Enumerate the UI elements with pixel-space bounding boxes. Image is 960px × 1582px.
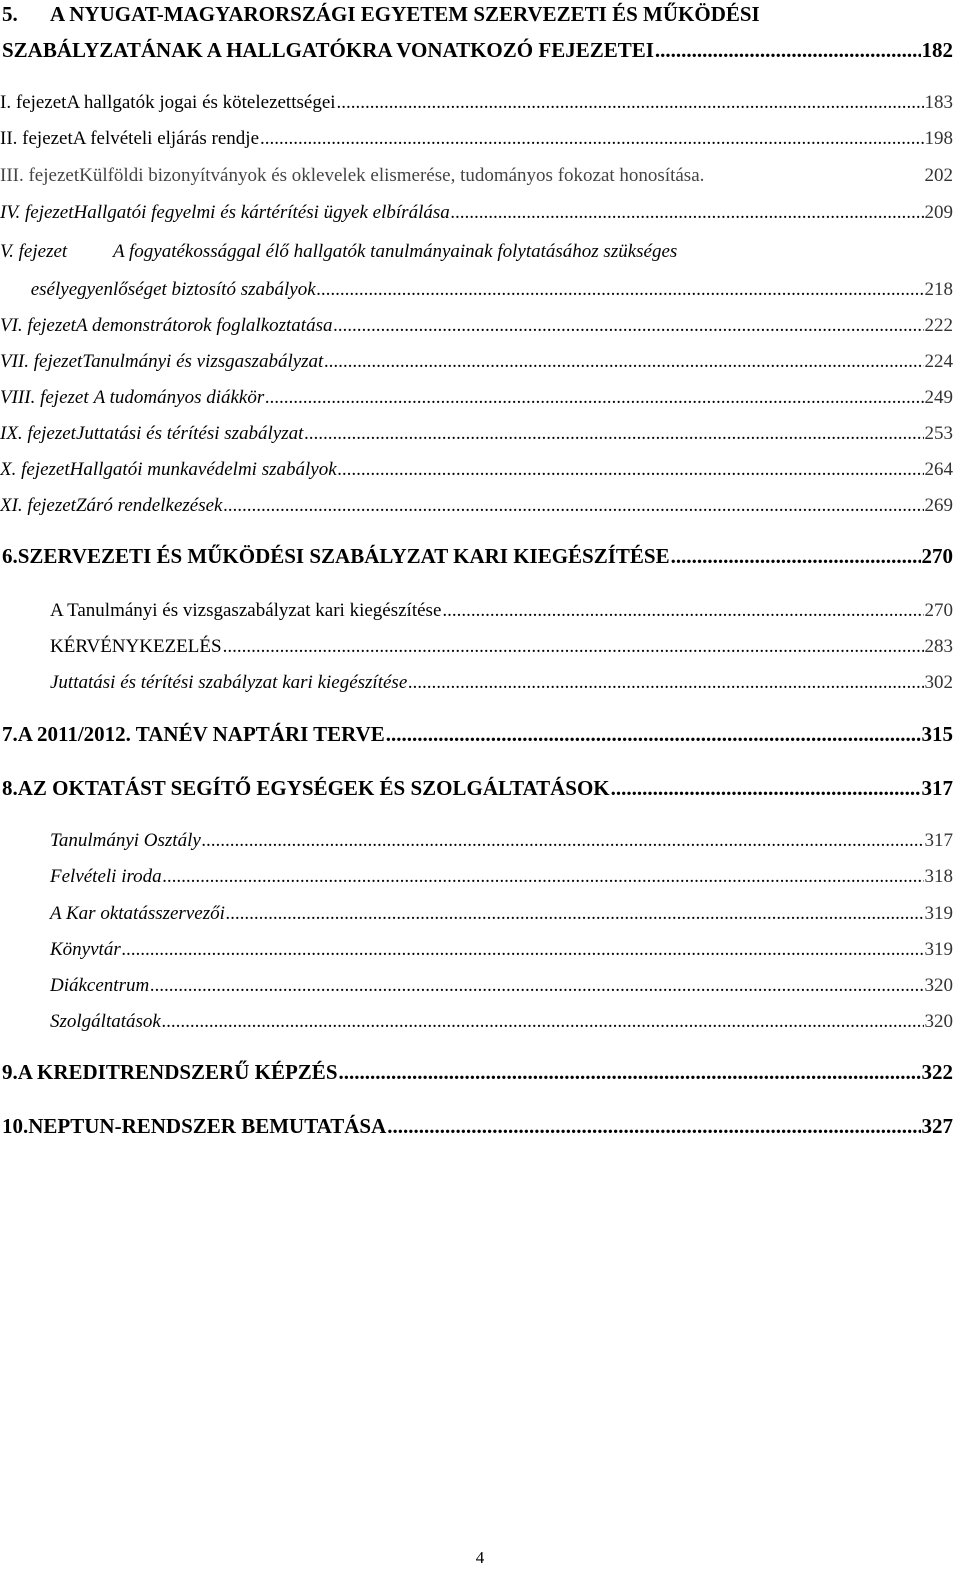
toc-s8-item-1	[0, 830, 953, 852]
toc-s6-item-3	[0, 672, 953, 694]
toc-s8-item-5	[0, 975, 953, 997]
toc-section-9	[0, 1060, 953, 1085]
leader-dots	[162, 1011, 924, 1033]
leader-dots	[655, 38, 921, 63]
toc-section-7	[0, 722, 953, 747]
chapter-label: VIII. fejezet	[0, 387, 89, 408]
chapter-label: IX. fejezet	[0, 423, 76, 444]
chapter-title: A demonstrátorok foglalkoztatása	[75, 315, 333, 336]
section-number: 9.	[2, 1060, 18, 1084]
section-title: A KREDITRENDSZERŰ KÉPZÉS	[17, 1060, 338, 1084]
chapter-title: Hallgatói munkavédelmi szabályok	[69, 459, 337, 480]
leader-dots	[337, 92, 924, 114]
toc-chapter-11	[0, 495, 953, 517]
page-number: 198	[924, 128, 953, 149]
page-number: 302	[924, 672, 953, 693]
page-number: 183	[924, 92, 953, 113]
chapter-title: A hallgatók jogai és kötelezettségei	[66, 92, 336, 113]
section-number: 5.	[2, 2, 18, 26]
leader-dots	[163, 866, 924, 888]
section-number: 6.	[2, 544, 18, 568]
chapter-title: A felvételi eljárás rendje	[72, 128, 259, 149]
leader-dots	[226, 903, 924, 925]
chapter-label: III. fejezet	[0, 165, 80, 186]
page-number: 222	[924, 315, 953, 336]
item-title: Felvételi iroda	[50, 866, 162, 887]
toc-chapter-9	[0, 423, 953, 445]
page-number: 320	[924, 1011, 953, 1032]
toc-section-8	[0, 776, 953, 801]
leader-dots	[333, 315, 923, 337]
toc-s8-item-6	[0, 1011, 953, 1033]
page-number: 224	[924, 351, 953, 372]
leader-dots	[611, 776, 921, 801]
chapter-label: X. fejezet	[0, 459, 70, 480]
section-title-line2: SZABÁLYZATÁNAK A HALLGATÓKRA VONATKOZÓ FEJEZETEI	[2, 38, 654, 62]
chapter-label: IV. fejezet	[0, 202, 74, 223]
item-title: Tanulmányi Osztály	[50, 830, 201, 851]
section-number: 10.	[2, 1114, 29, 1138]
item-title: Juttatási és térítési szabályzat kari kiegészítése	[50, 672, 408, 693]
item-title: Diákcentrum	[50, 975, 150, 996]
section-number: 7.	[2, 722, 18, 746]
section-title: SZERVEZETI ÉS MŰKÖDÉSI SZABÁLYZAT KARI KIEGÉSZÍTÉSE	[17, 544, 670, 568]
chapter-title: Külföldi bizonyítványok és oklevelek elismerése, tudományos fokozat honosítása.	[79, 165, 705, 186]
toc-s8-item-2	[0, 866, 953, 888]
page-number: 320	[924, 975, 953, 996]
page-number: 264	[924, 459, 953, 480]
leader-dots	[122, 939, 924, 961]
leader-dots	[442, 600, 923, 622]
leader-dots	[223, 495, 923, 517]
chapter-label: XI. fejezet	[0, 495, 76, 516]
item-title: A Tanulmányi és vizsgaszabályzat kari kiegészítése	[50, 600, 442, 621]
page-number: 270	[921, 544, 953, 568]
toc-section-5-line2	[0, 38, 953, 63]
page-number: 318	[924, 866, 953, 887]
section-title: AZ OKTATÁST SEGÍTŐ EGYSÉGEK ÉS SZOLGÁLTATÁSOK	[17, 776, 610, 800]
toc-section-5	[0, 2, 953, 27]
toc-section-10	[0, 1114, 953, 1139]
toc-chapter-1	[0, 92, 953, 114]
chapter-label: I. fejezet	[0, 92, 67, 113]
leader-dots	[451, 202, 924, 224]
leader-dots	[304, 423, 923, 445]
page-number: 270	[924, 600, 953, 621]
chapter-title-line2: esélyegyenlőséget biztosító szabályok	[30, 279, 316, 300]
chapter-label: II. fejezet	[0, 128, 73, 149]
toc-chapter-3	[0, 165, 953, 187]
leader-dots	[387, 1114, 920, 1139]
leader-dots	[265, 387, 923, 409]
leader-dots	[223, 636, 924, 658]
toc-chapter-5	[0, 241, 953, 263]
item-title: Szolgáltatások	[50, 1011, 161, 1032]
leader-dots	[408, 672, 923, 694]
toc-chapter-4	[0, 202, 953, 224]
page-number: 209	[924, 202, 953, 223]
chapter-title: A tudományos diákkör	[93, 387, 265, 408]
section-title: A 2011/2012. TANÉV NAPTÁRI TERVE	[17, 722, 385, 746]
toc-chapter-2	[0, 128, 953, 150]
page-number: 317	[924, 830, 953, 851]
item-title: KÉRVÉNYKEZELÉS	[50, 636, 222, 657]
leader-dots	[317, 279, 924, 301]
toc-s6-item-2	[0, 636, 953, 658]
chapter-title: Juttatási és térítési szabályzat	[75, 423, 304, 444]
page-number: 253	[924, 423, 953, 444]
section-title-line1: A NYUGAT-MAGYARORSZÁGI EGYETEM SZERVEZETI ÉS MŰKÖDÉSI	[50, 2, 760, 26]
toc-chapter-5-line2	[0, 279, 953, 301]
leader-dots	[260, 128, 924, 150]
toc-chapter-8	[0, 387, 953, 409]
section-number: 8.	[2, 776, 18, 800]
page-number: 319	[924, 939, 953, 960]
chapter-title: A fogyatékossággal élő hallgatók tanulmányainak folytatásához szükséges	[113, 241, 678, 262]
leader-dots	[150, 975, 923, 997]
page-number: 322	[921, 1060, 953, 1084]
chapter-label: V. fejezet	[0, 241, 68, 262]
item-title: Könyvtár	[50, 939, 121, 960]
page-number: 182	[921, 38, 953, 62]
toc-s6-item-1	[0, 600, 953, 622]
leader-dots	[386, 722, 921, 747]
page-number: 283	[924, 636, 953, 657]
footer-page-number: 4	[475, 1548, 485, 1567]
toc-section-6	[0, 544, 953, 569]
toc-s8-item-4	[0, 939, 953, 961]
chapter-label: VI. fejezet	[0, 315, 76, 336]
page-number: 202	[924, 165, 953, 186]
page-number: 319	[924, 903, 953, 924]
toc-chapter-7	[0, 351, 953, 373]
page-number: 317	[921, 776, 953, 800]
toc-chapter-10	[0, 459, 953, 481]
leader-dots	[338, 459, 924, 481]
chapter-title: Záró rendelkezések	[75, 495, 223, 516]
leader-dots	[202, 830, 924, 852]
toc-s8-item-3	[0, 903, 953, 925]
page-number: 327	[921, 1114, 953, 1138]
item-title: A Kar oktatásszervezői	[50, 903, 225, 924]
chapter-title: Hallgatói fegyelmi és kártérítési ügyek elbírálása	[73, 202, 450, 223]
section-title: NEPTUN-RENDSZER BEMUTATÁSA	[28, 1114, 387, 1138]
leader-dots	[671, 544, 921, 569]
page-number: 315	[921, 722, 953, 746]
page-number: 249	[924, 387, 953, 408]
page-number: 218	[924, 279, 953, 300]
chapter-label: VII. fejezet	[0, 351, 83, 372]
leader-dots	[324, 351, 923, 373]
leader-dots	[339, 1060, 921, 1085]
page-number: 269	[924, 495, 953, 516]
chapter-title: Tanulmányi és vizsgaszabályzat	[82, 351, 324, 372]
toc-chapter-6	[0, 315, 953, 337]
